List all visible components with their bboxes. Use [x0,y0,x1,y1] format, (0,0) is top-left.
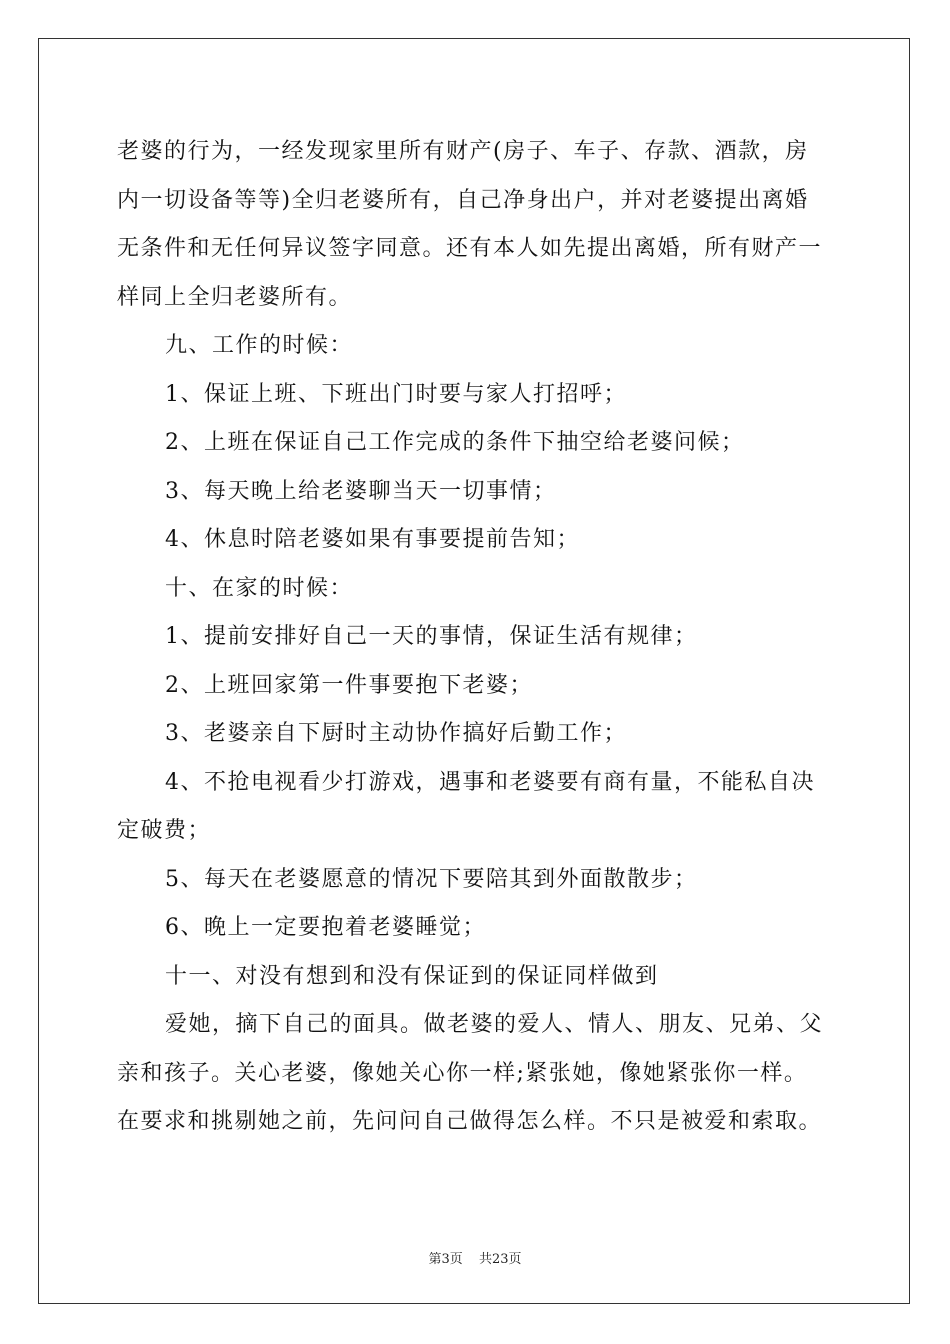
list-item: 3、老婆亲自下厨时主动协作搞好后勤工作； [165,721,627,746]
section-heading: 九、工作的时候： [165,333,354,358]
text-line: 老婆的行为，一经发现家里所有财产(房子、车子、存款、酒款，房 [117,139,809,164]
page-number: 第3页 [428,1252,463,1267]
list-item: 2、上班在保证自己工作完成的条件下抽空给老婆问候； [165,430,745,455]
page-total: 共23页 [478,1252,522,1267]
text-line: 无条件和无任何异议签字同意。还有本人如先提出离婚，所有财产一 [117,236,823,261]
text-line: 定破费； [117,818,212,843]
paragraph-line: 亲和孩子。关心老婆，像她关心你一样;紧张她，像她紧张你一样。 [117,1060,808,1086]
list-item: 1、保证上班、下班出门时要与家人打招呼； [165,381,627,407]
section-heading: 十一、对没有想到和没有保证到的保证同样做到 [165,963,659,989]
page-footer [0,1248,950,1267]
list-item: 5、每天在老婆愿意的情况下要陪其到外面散散步； [165,866,698,892]
list-item: 4、不抢电视看少打游戏，遇事和老婆要有商有量，不能私自决 [165,769,815,795]
paragraph-line: 在要求和挑剔她之前，先问问自己做得怎么样。不只是被爱和索取。 [117,1109,823,1134]
list-item: 6、晚上一定要抱着老婆睡觉； [165,915,486,940]
text-line: 内一切设备等等)全归老婆所有，自己净身出户，并对老婆提出离婚 [117,187,809,213]
list-item: 2、上班回家第一件事要抱下老婆； [165,672,533,698]
paragraph-line: 爱她，摘下自己的面具。做老婆的爱人、情人、朋友、兄弟、父 [165,1012,824,1037]
list-item: 1、提前安排好自己一天的事情，保证生活有规律； [165,624,698,649]
list-item: 3、每天晚上给老婆聊当天一切事情； [165,478,557,504]
document-body [117,128,835,1147]
text-line: 样同上全归老婆所有。 [117,284,353,310]
section-heading: 十、在家的时候： [165,575,354,601]
list-item: 4、休息时陪老婆如果有事要提前告知； [165,527,580,552]
